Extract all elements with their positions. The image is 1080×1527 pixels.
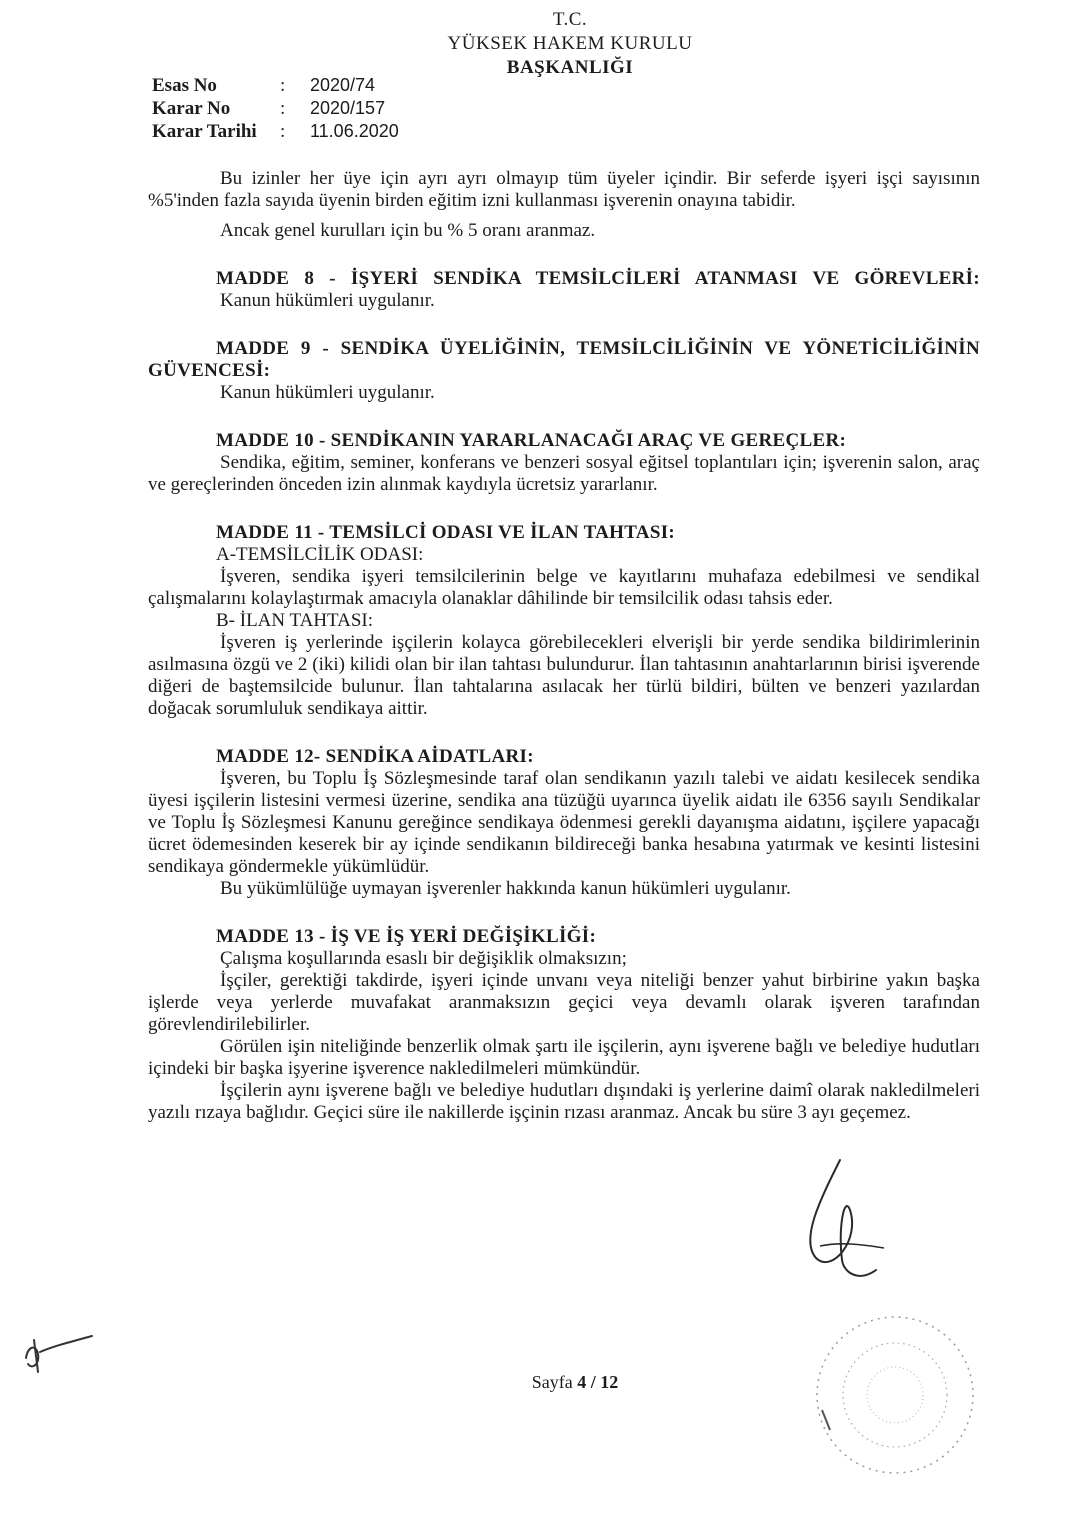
header-line-presidency: BAŞKANLIĞI bbox=[506, 57, 634, 78]
article-13-text-4: İşçilerin aynı işverene bağlı ve belediye hudutları dışındaki iş yerlerine daimî olarak nakledilmeleri yazılı rızaya bağlıdır. Geçici süre ile nakillerde işçinin rızası aranmaz. Ancak bu süre 3 ayı geçemez. bbox=[148, 1080, 980, 1123]
header-line-institution: YÜKSEK HAKEM KURULU bbox=[447, 33, 693, 54]
meta-row-karar bbox=[152, 97, 399, 120]
article-12-text-2: Bu yükümlülüğe uymayan işverenler hakkında kanun hükümleri uygulanır. bbox=[220, 878, 791, 899]
page-footer bbox=[0, 1372, 1080, 1393]
page-label: Sayfa bbox=[531, 1372, 578, 1392]
article-13-text-1: Çalışma koşullarında esaslı bir değişiklik olmaksızın; bbox=[220, 948, 627, 969]
article-12-title: MADDE 12- SENDİKA AİDATLARI: bbox=[216, 746, 534, 767]
article-11-sub-b: B- İLAN TAHTASI: bbox=[216, 610, 374, 631]
header-line-tc: T.C. bbox=[552, 9, 588, 30]
institution-header bbox=[0, 8, 1080, 80]
article-12-text-1: İşveren, bu Toplu İş Sözleşmesinde taraf olan sendikanın yazılı talebi ve aidatı kesilecek sendika üyesi işçilerin listesini vermesi üzerine, sendika ana tüzüğü uyarınca üyelik aidatı ile 6356 sayılı Sendikalar ve Toplu İş Sözleşmesi Kanunu gereğince sendikaya ödenmesi gerekli dayanışma aidatını, işçilere yapacağı ücret ödemesinden keserek bir ay içinde sendikanın bildireceği banka hesabına yatırmak ve kesinti listesini sendikaya göndermekle yükümlüdür. bbox=[148, 768, 980, 877]
meta-label: Karar No bbox=[152, 98, 231, 119]
article-8-title: MADDE 8 - İŞYERİ SENDİKA TEMSİLCİLERİ ATANMASI VE GÖREVLERİ: bbox=[216, 268, 980, 289]
article-10-title: MADDE 10 - SENDİKANIN YARARLANACAĞI ARAÇ VE GEREÇLER: bbox=[216, 430, 847, 451]
article-11-b-text: İşveren iş yerlerinde işçilerin kolayca görebilecekleri elverişli bir yerde sendika bildirimlerinin asılmasına özgü ve 2 (iki) kilidi olan bir ilan tahtası bulundurur. İlan tahtasının anahtarlarının birisi işverende diğeri de baştemsilcide bulunur. İlan tahtalarına asılacak her türlü bildiri, bülten ve benzeri yazılardan doğacak sorumluluk sendikaya aittir. bbox=[148, 632, 980, 719]
article-9-title: MADDE 9 - SENDİKA ÜYELİĞİNİN, TEMSİLCİLİĞİNİN VE YÖNETİCİLİĞİNİN GÜVENCESİ: bbox=[148, 338, 980, 381]
meta-row-tarih bbox=[152, 120, 399, 143]
stamp-seal bbox=[800, 1300, 990, 1490]
meta-label: Esas No bbox=[152, 75, 217, 96]
meta-row-esas bbox=[152, 74, 399, 97]
paragraph-intro-2: Ancak genel kurulları için bu % 5 oranı aranmaz. bbox=[220, 220, 596, 241]
meta-sep: : bbox=[280, 121, 286, 142]
paragraph-intro-1: Bu izinler her üye için ayrı ayrı olmayıp tüm üyeler içindir. Bir seferde işyeri işçi sayısının %5'inden fazla sayıda üyenin birden eğitim izni kullanması işverenin onayına tabidir. bbox=[148, 168, 980, 211]
page-number: 4 / 12 bbox=[577, 1372, 619, 1392]
article-11-a-text: İşveren, sendika işyeri temsilcilerinin belge ve kayıtlarını muhafaza edebilmesi ve sendikal çalışmalarını kolaylaştırmak amacıyla olanaklar dâhilinde bir temsilcilik odası tahsis eder. bbox=[148, 566, 980, 609]
meta-sep: : bbox=[280, 75, 286, 96]
article-9-text: Kanun hükümleri uygulanır. bbox=[220, 382, 435, 403]
meta-value: 2020/157 bbox=[310, 98, 386, 118]
meta-label: Karar Tarihi bbox=[152, 121, 257, 142]
article-8-text: Kanun hükümleri uygulanır. bbox=[220, 290, 435, 311]
article-10-text: Sendika, eğitim, seminer, konferans ve benzeri sosyal eğitsel toplantıları için; işverenin salon, araç ve gereçlerinden önceden izin alınmak kaydıyla ücretsiz yararlanır. bbox=[148, 452, 980, 495]
meta-sep: : bbox=[280, 98, 286, 119]
meta-value: 11.06.2020 bbox=[310, 121, 399, 141]
case-meta bbox=[152, 74, 399, 143]
article-13-text-3: Görülen işin niteliğinde benzerlik olmak şartı ile işçilerin, aynı işverene bağlı ve belediye hudutları içindeki bir başka işyerine işverence nakledilmeleri mümkündür. bbox=[148, 1036, 980, 1079]
handwritten-signature bbox=[780, 1150, 900, 1300]
article-11-title: MADDE 11 - TEMSİLCİ ODASI VE İLAN TAHTASI: bbox=[216, 522, 676, 543]
initials-signature bbox=[18, 1318, 98, 1378]
article-13-text-2: İşçiler, gerektiği takdirde, işyeri içinde unvanı veya niteliği benzer yahut birbirine yakın başka işlerde veya yerlerde muvafakat aranmaksızın geçici veya devamlı olarak işveren tarafından görevlendirilebilirler. bbox=[148, 970, 980, 1035]
article-11-sub-a: A-TEMSİLCİLİK ODASI: bbox=[216, 544, 424, 565]
meta-value: 2020/74 bbox=[310, 75, 376, 95]
document-body bbox=[148, 168, 980, 1124]
article-13-title: MADDE 13 - İŞ VE İŞ YERİ DEĞİŞİKLİĞİ: bbox=[216, 926, 597, 947]
